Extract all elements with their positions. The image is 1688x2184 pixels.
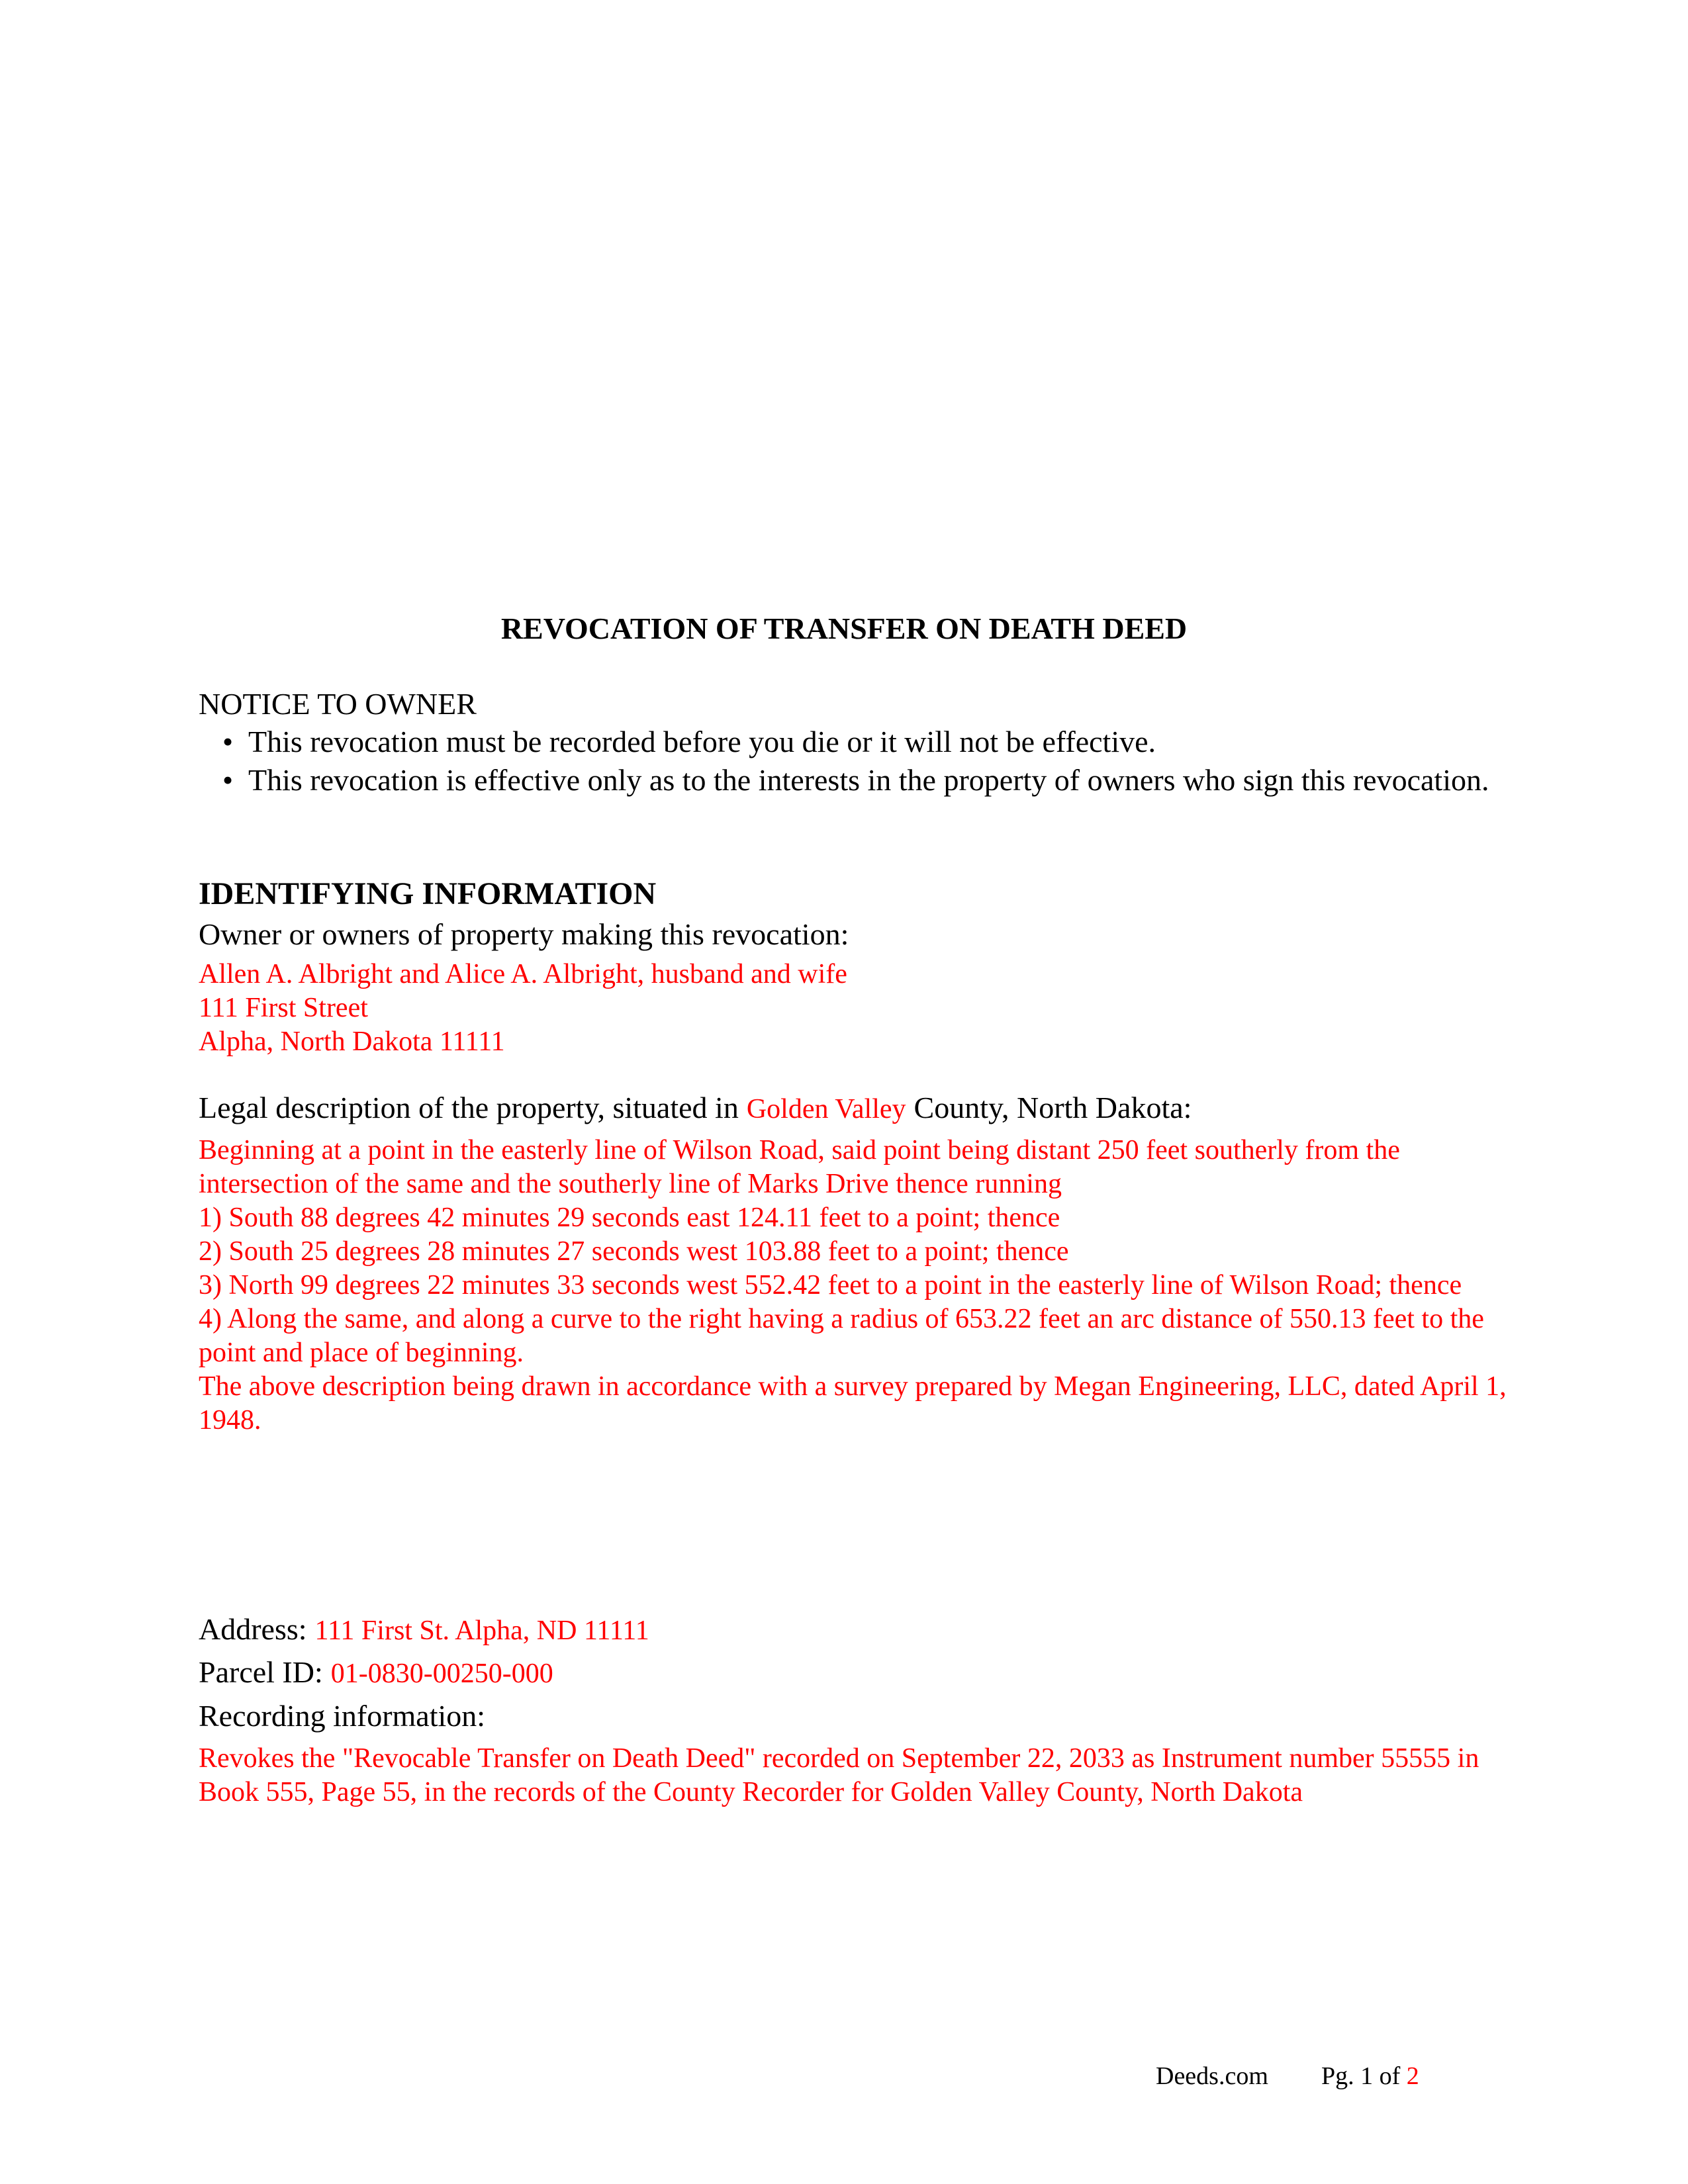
notice-bullet-text: This revocation must be recorded before you die or it will not be effective. xyxy=(248,725,1156,758)
recording-information xyxy=(199,1742,1509,1809)
notice-bullet-item xyxy=(199,761,1509,799)
notice-bullet-text: This revocation is effective only as to the interests in the property of owners who sign this revocation. xyxy=(248,763,1489,797)
legal-description-label xyxy=(199,1089,1192,1128)
owner-street: 111 First Street xyxy=(199,993,368,1023)
address-value: 111 First St. Alpha, ND 11111 xyxy=(314,1615,649,1646)
notice-bullet-list xyxy=(199,723,1509,799)
recording-value: Revokes the "Revocable Transfer on Death Deed" recorded on September 22, 2033 as Instrument number 55555 in Book 555, Page 55, in the records of the County Recorder for Golden Valley County, North Dakota xyxy=(199,1743,1486,1807)
parcel-label: Parcel ID: xyxy=(199,1655,323,1689)
document-title: REVOCATION OF TRANSFER ON DEATH DEED xyxy=(500,612,1188,645)
owners-label: Owner or owners of property making this revocation: xyxy=(199,917,849,951)
bullet-icon: • xyxy=(222,763,234,797)
legal-description xyxy=(199,1134,1514,1437)
notice-heading: NOTICE TO OWNER xyxy=(199,687,477,721)
identifying-heading: IDENTIFYING INFORMATION xyxy=(199,876,657,911)
page-total: 2 xyxy=(1406,2062,1419,2090)
owners-block xyxy=(199,958,1509,1059)
legal-paragraph: Beginning at a point in the easterly line of Wilson Road, said point being distant 250 feet southerly from the intersection of the same and the southerly line of Marks Drive thence running xyxy=(199,1135,1407,1199)
owner-names: Allen A. Albright and Alice A. Albright, husband and wife xyxy=(199,959,847,989)
legal-suffix: County, North Dakota: xyxy=(914,1091,1192,1124)
page-prefix: Pg. 1 of xyxy=(1321,2062,1401,2090)
owner-city: Alpha, North Dakota 11111 xyxy=(199,1026,505,1057)
address-label: Address: xyxy=(199,1612,307,1646)
recording-label: Recording information: xyxy=(199,1699,486,1733)
footer-site: Deeds.com xyxy=(1156,2062,1268,2090)
legal-paragraph: 1) South 88 degrees 42 minutes 29 seconds east 124.11 feet to a point; thence xyxy=(199,1203,1060,1233)
notice-bullet-item xyxy=(199,723,1509,761)
bullet-icon: • xyxy=(222,725,234,758)
legal-paragraph: 4) Along the same, and along a curve to the right having a radius of 653.22 feet an arc distance of 550.13 feet to the point and place of beginning. xyxy=(199,1304,1491,1368)
legal-paragraph: 3) North 99 degrees 22 minutes 33 seconds west 552.42 feet to a point in the easterly line of Wilson Road; thence xyxy=(199,1270,1462,1300)
legal-paragraph: 2) South 25 degrees 28 minutes 27 seconds west 103.88 feet to a point; thence xyxy=(199,1236,1069,1267)
address-line xyxy=(199,1611,657,1649)
legal-paragraph: The above description being drawn in accordance with a survey prepared by Megan Engineering, LLC, dated April 1, 1948. xyxy=(199,1371,1514,1435)
parcel-line xyxy=(199,1654,561,1692)
legal-prefix: Legal description of the property, situated in xyxy=(199,1091,739,1124)
parcel-value: 01-0830-00250-000 xyxy=(330,1659,553,1689)
footer-page-number xyxy=(1321,2061,1419,2091)
county-name: Golden Valley xyxy=(746,1094,906,1124)
